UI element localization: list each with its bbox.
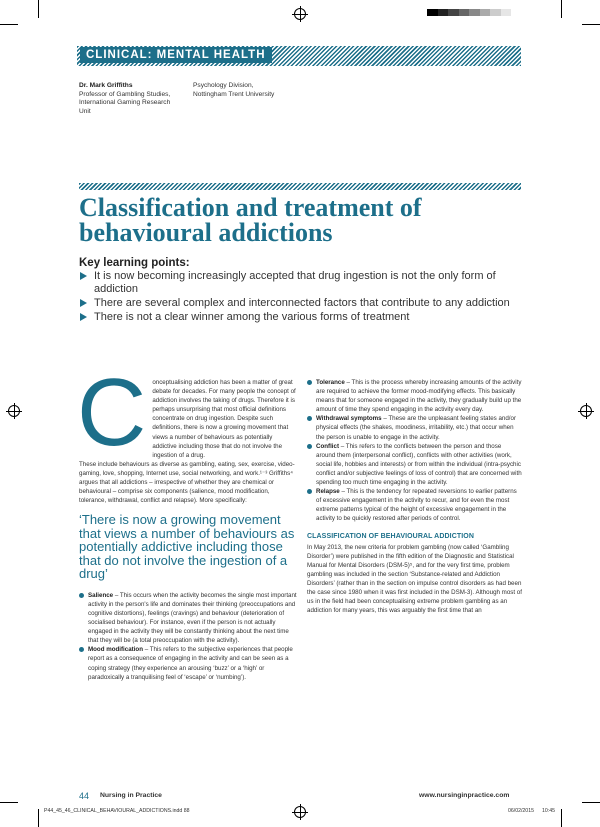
title-stripe-bar <box>79 183 521 190</box>
bullet-dot-icon <box>307 380 312 385</box>
registration-mark-icon <box>8 405 20 417</box>
component-bullet: Conflict – This refers to the conflicts between the person and those around them (interpersonal conflict), conflicts with other activities (work, social life, hobbies and interests) or from within the individual (intra-psychic conflict and/or subjective feelings of loss of control) that are concerned with spending too much time engaging in the activity. <box>307 442 522 487</box>
body-paragraph: These include behaviours as diverse as gambling, eating, sex, exercise, video-gaming, love, shopping, Internet use, social networking, and work.¹⁻³ Griffiths⁴ argues that all addictions – irrespective of whether they are chemical or behavioural – comprise six components (salience, mood modification, tolerance, withdrawal, conflict and relapse). More specifically: <box>79 460 295 505</box>
crop-mark <box>0 24 18 25</box>
color-bar <box>427 9 511 16</box>
bullet-dot-icon <box>79 593 84 598</box>
publication-url[interactable]: www.nursinginpractice.com <box>419 792 510 799</box>
body-column-right <box>307 378 522 615</box>
section-subheading: CLASSIFICATION OF BEHAVIOURAL ADDICTION <box>307 532 474 540</box>
page-number: 44 <box>79 791 90 801</box>
key-points-list <box>79 270 524 325</box>
bullet-dot-icon <box>307 489 312 494</box>
publication-name: Nursing in Practice <box>100 792 162 799</box>
registration-mark-icon <box>580 405 592 417</box>
body-paragraph: In May 2013, the new criteria for problem gambling (now called ‘Gambling Disorder’) were published in the fifth edition of the Diagnostic and Statistical Manual for Mental Disorders (DSM-5)⁵, and for the very first time, problem gambling was included in the section ‘Substance-related and Addiction Disorders’ (rather than in the section on impulse control disorders as had been the case since 1980 when it was first included in the DSM-3). Although most of us in the field had been conceptualising extreme problem gambling as an addiction for many years, this was arguably the first time that an <box>307 543 522 615</box>
triangle-bullet-icon <box>80 272 87 280</box>
component-bullet: Mood modification – This refers to the subjective experiences that people report as a consequence of engaging in the activity and can be seen as a coping strategy (they experience an arousing ‘buzz’ or a ‘high’ or paradoxically a tranquilising feel of ‘escape’ or ‘numbing’). <box>79 645 297 681</box>
crop-mark <box>582 802 600 803</box>
bullet-dot-icon <box>307 416 312 421</box>
pull-quote: ‘There is now a growing movement that views a number of behaviours as potentially addictive including those that do not involve the ingestion of a drug’ <box>79 512 295 582</box>
crop-mark <box>561 0 562 18</box>
bullet-dot-icon <box>307 444 312 449</box>
key-points-heading: Key learning points: <box>79 257 190 269</box>
author-title-line: Professor of Gambling Studies, <box>79 90 171 98</box>
component-bullet: Tolerance – This is the process whereby increasing amounts of the activity are required to achieve the former mood-modifying effects. This basically means that for someone engaged in the activity, they gradually build up the amount of time they spend engaging in the activity every day. <box>307 378 522 414</box>
crop-mark <box>38 0 39 18</box>
crop-mark <box>561 809 562 827</box>
key-point: There is not a clear winner among the various forms of treatment <box>79 311 524 324</box>
key-point: There are several complex and interconnected factors that contribute to any addiction <box>79 297 524 310</box>
key-point: It is now becoming increasingly accepted that drug ingestion is not the only form of addiction <box>79 270 524 296</box>
print-slug-time: 10:45 <box>542 808 555 814</box>
print-slug-filename: P44_45_46_CLINICAL_BEHAVIOURAL_ADDICTIONS.indd 88 <box>44 808 190 814</box>
body-column-left <box>77 359 297 682</box>
triangle-bullet-icon <box>80 313 87 321</box>
bullet-dot-icon <box>79 647 84 652</box>
affiliation-line: Nottingham Trent University <box>193 90 275 98</box>
author-affiliation <box>193 82 313 99</box>
component-bullet: Salience – This occurs when the activity becomes the single most important activity in the person's life and dominates their thinking (preoccupations and cognitive distortions), feelings (cravings) and behaviour (deterioration of socialised behaviour). For instance, even if the person is not actually engaged in the activity they will be constantly thinking about the next time that they will be (a total preoccupation with the activity). <box>79 591 297 646</box>
article-title-line: behavioural addictions <box>79 218 333 247</box>
crop-mark <box>0 802 18 803</box>
affiliation-line: Psychology Division, <box>193 82 254 89</box>
component-bullet: Withdrawal symptoms – These are the unpleasant feeling states and/or physical effects (the shakes, moodiness, irritability, etc.) that occur when the person is unable to engage in the activity. <box>307 414 522 441</box>
print-slug-date: 06/02/2015 <box>508 808 534 814</box>
triangle-bullet-icon <box>80 299 87 307</box>
component-bullet: Relapse – This is the tendency for repeated reversions to earlier patterns of excessive engagement in the activity to recur, and for even the most extreme patterns typical of the height of excessive engagement in the activity to be quickly restored after periods of control. <box>307 487 522 523</box>
author-name: Dr. Mark Griffiths <box>79 82 133 89</box>
intro-paragraph: Conceptualising addiction has been a matter of great debate for decades. For many people the concept of addiction involves the taking of drugs. Therefore it is perhaps unsurprising that most official definitions concentrate on drug ingestion. Despite such definitions, there is now a growing movement that views a number of behaviours as potentially addictive including those that do not involve the ingestion of a drug. <box>77 359 296 466</box>
registration-mark-icon <box>294 806 306 818</box>
article-title-line: Classification and treatment of <box>79 193 422 222</box>
article-title <box>79 195 519 245</box>
section-label: CLINICAL: MENTAL HEALTH <box>80 47 272 63</box>
drop-cap: C <box>77 359 147 466</box>
registration-mark-icon <box>294 8 306 20</box>
author-block <box>79 82 189 116</box>
author-title-line: Unit <box>79 107 91 115</box>
author-title-line: International Gaming Research <box>79 99 171 107</box>
crop-mark <box>582 24 600 25</box>
crop-mark <box>38 809 39 827</box>
